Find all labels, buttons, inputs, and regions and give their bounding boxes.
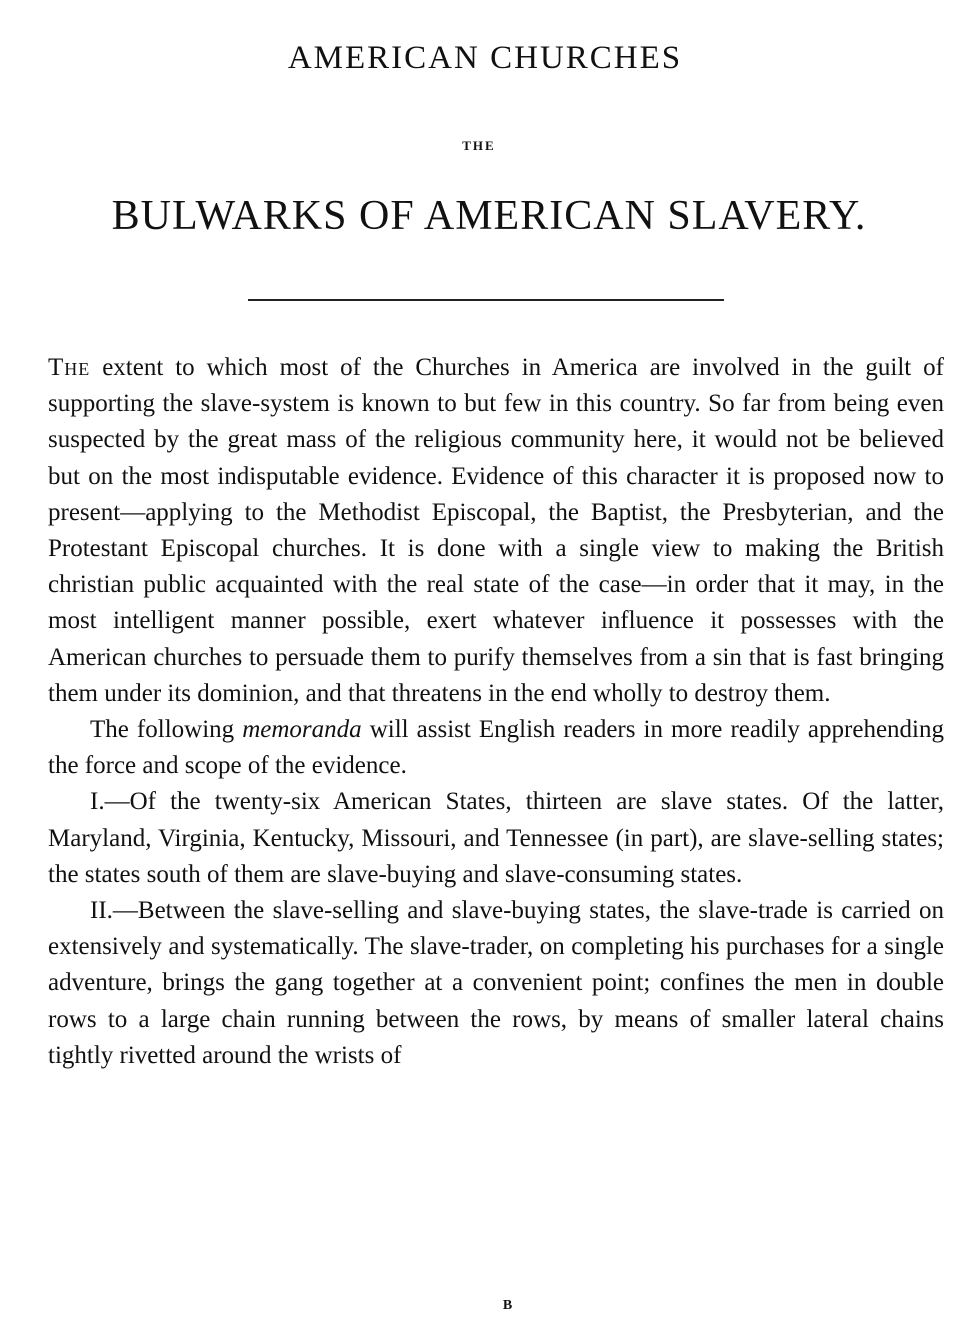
paragraph-intro-lead: The [48,354,91,381]
paragraph-point-two: II.—Between the slave-selling and slave-buying states, the slave-trade is carried on extensively and systematically. The slave-trader, on completing his purchases for a single adventure, brings the gang together at a convenient point; confines the men in double rows to a large chain running between the rows, by means of smaller lateral chains tightly rivetted around the wrists of [48,897,944,1069]
paragraph-memoranda-emphasis: memoranda [242,716,362,744]
paragraph-intro [48,350,944,712]
title-american-churches: AMERICAN CHURCHES [287,40,683,76]
title-connector-the: THE [462,138,496,153]
paragraph-memoranda-after: will assist English readers in more readily apprehending the force and scope of the evidence. [48,716,944,780]
title-bulwarks-of-american-slavery: BULWARKS OF AMERICAN SLAVERY. [111,193,867,239]
signature-mark: B [502,1298,514,1313]
paragraph-memoranda-before: The following [90,716,243,744]
paragraph-point-one: I.—Of the twenty-six American States, thirteen are slave states. Of the latter, Maryland, Virginia, Kentucky, Missouri, and Tennessee (in part), are slave-selling states; the states south of them are slave-buying and slave-consuming states. [48,788,944,888]
paragraph-intro-text: extent to which most of the Churches in America are involved in the guilt of supporting the slave-system is known to but few in this country. So far from being even suspected by the great mass of the religious community here, it would not be believed but on the most indisputable evidence. Evidence of this character it is proposed now to present—applying to the Methodist Episcopal, the Baptist, the Presbyterian, and the Protestant Episcopal churches. It is done with a single view to making the British christian public acquainted with the real state of the case—in order that it may, in the most intelligent manner possible, exert whatever influence it possesses with the American churches to persuade them to purify themselves from a sin that is fast bringing them under its dominion, and that threatens in the end wholly to destroy them. [48,354,944,707]
title-divider-rule [248,299,724,301]
body-text [48,350,944,1074]
paragraph-memoranda [48,712,944,784]
